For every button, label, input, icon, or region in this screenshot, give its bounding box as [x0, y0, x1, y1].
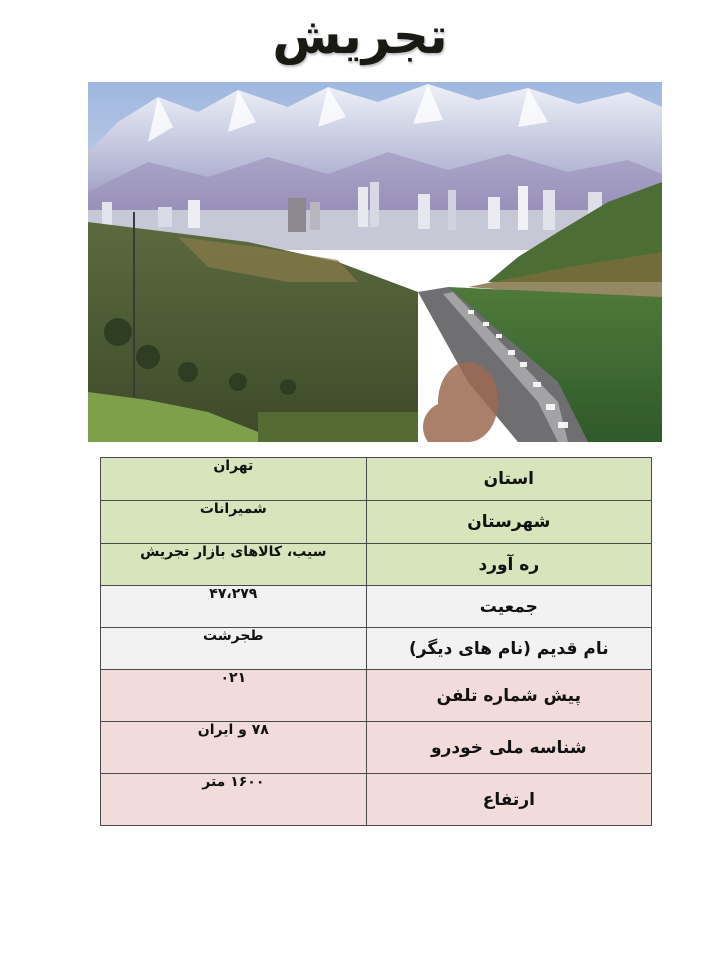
row-value: ۰۲۱: [101, 670, 367, 722]
table-row: [101, 458, 652, 501]
table-row: [101, 774, 652, 826]
row-label: ره آورد: [366, 544, 651, 586]
row-value: ۴۷،۲۷۹: [101, 586, 367, 628]
row-label: پیش شماره تلفن: [366, 670, 651, 722]
table-row: [101, 501, 652, 544]
table-row: [101, 670, 652, 722]
row-label: شناسه ملی خودرو: [366, 722, 651, 774]
table-row: [101, 628, 652, 670]
page-title: تجریش: [272, 7, 448, 65]
table-row: [101, 722, 652, 774]
row-label: جمعیت: [366, 586, 651, 628]
row-label: ارتفاع: [366, 774, 651, 826]
row-value: تهران: [101, 458, 367, 501]
info-table: [100, 457, 652, 826]
row-value: سیب، کالاهای بازار تجریش: [101, 544, 367, 586]
row-value: ۷۸ و ایران: [101, 722, 367, 774]
row-value: ۱۶۰۰ متر: [101, 774, 367, 826]
city-photo: [88, 82, 662, 442]
table-row: [101, 586, 652, 628]
row-label: شهرستان: [366, 501, 651, 544]
row-value: شمیرانات: [101, 501, 367, 544]
row-value: طجرشت: [101, 628, 367, 670]
row-label: نام قدیم (نام های دیگر): [366, 628, 651, 670]
row-label: استان: [366, 458, 651, 501]
table-row: [101, 544, 652, 586]
